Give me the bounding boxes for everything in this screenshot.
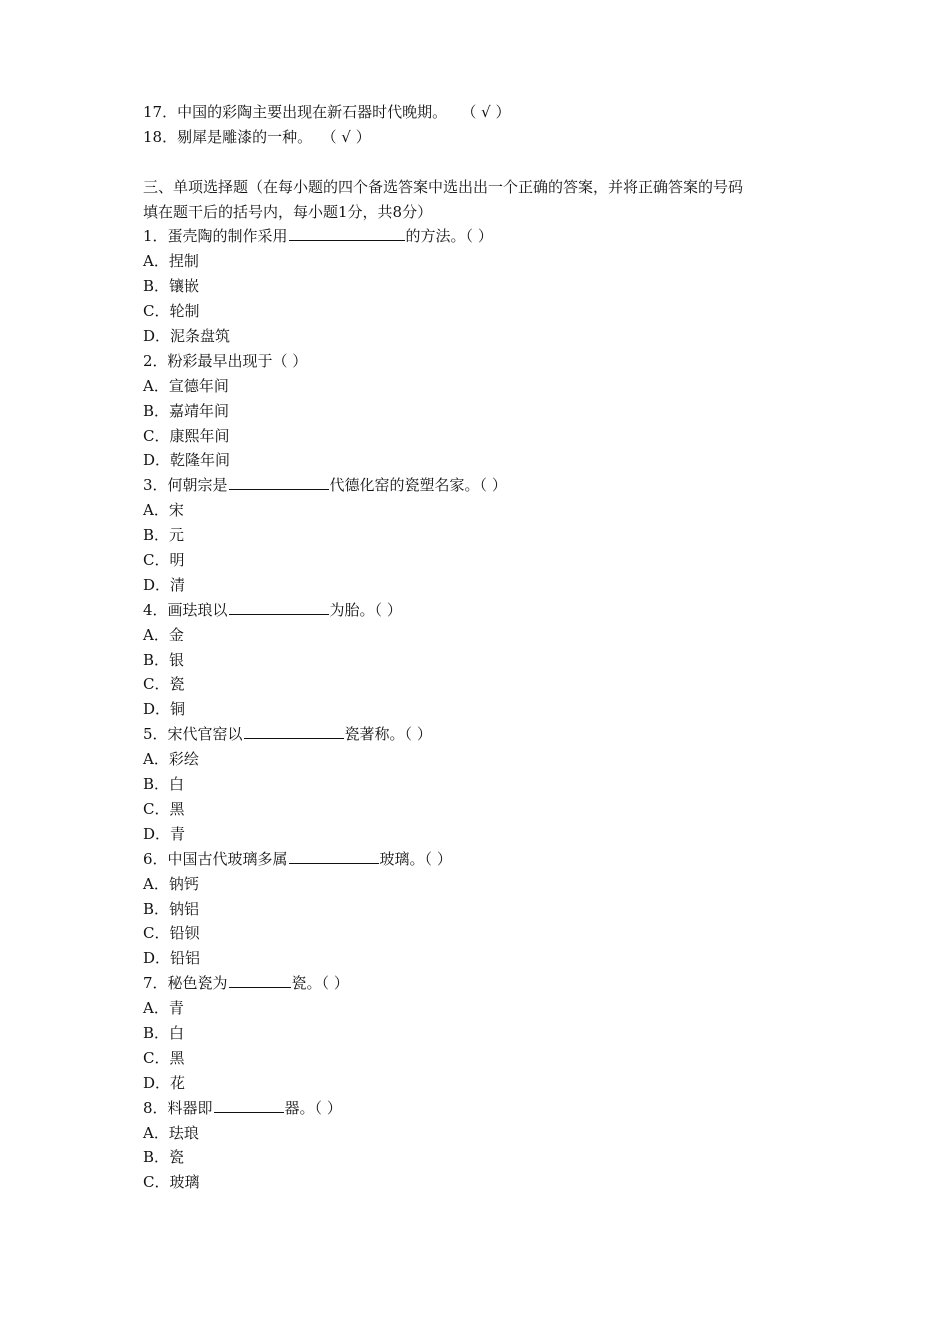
option: C．玻璃 bbox=[143, 1173, 200, 1192]
question-text: 3．何朝宗是 bbox=[143, 476, 228, 495]
question-8 bbox=[143, 1096, 823, 1121]
answer-blank bbox=[229, 474, 329, 490]
answer-blank bbox=[289, 225, 405, 241]
option: B．元 bbox=[143, 526, 185, 545]
question-text: 8．料器即 bbox=[143, 1098, 213, 1117]
option: C．瓷 bbox=[143, 675, 185, 694]
option: A．捏制 bbox=[143, 252, 199, 271]
option: D．花 bbox=[143, 1073, 186, 1092]
section-heading-line1: 三、单项选择题（在每小题的四个备选答案中选出出一个正确的答案，并将正确答案的号码 bbox=[143, 177, 744, 196]
question-3 bbox=[143, 473, 823, 498]
option: B．银 bbox=[143, 650, 185, 669]
option: C．黑 bbox=[143, 799, 185, 818]
document-page bbox=[143, 100, 823, 1195]
option: D．青 bbox=[143, 824, 186, 843]
judgment-18 bbox=[143, 125, 823, 150]
option: B．白 bbox=[143, 1023, 185, 1042]
option: A．珐琅 bbox=[143, 1123, 199, 1142]
question-text-end: 代德化窑的瓷塑名家。（ ） bbox=[329, 476, 507, 495]
option: B．镶嵌 bbox=[143, 277, 200, 296]
option: A．金 bbox=[143, 625, 184, 644]
question-4 bbox=[143, 598, 823, 623]
answer-blank bbox=[289, 848, 379, 864]
option: B．瓷 bbox=[143, 1148, 185, 1167]
judgment-17 bbox=[143, 100, 823, 125]
spacer bbox=[143, 150, 823, 175]
question-text: 1．蛋壳陶的制作采用 bbox=[143, 227, 288, 246]
question-5 bbox=[143, 722, 823, 747]
question-text-end: 瓷。（ ） bbox=[291, 974, 349, 993]
option: B．白 bbox=[143, 775, 185, 794]
option: A．宣德年间 bbox=[143, 376, 229, 395]
question-text-end: 瓷著称。（ ） bbox=[344, 725, 432, 744]
answer-blank bbox=[229, 599, 329, 615]
answer-blank bbox=[244, 723, 344, 739]
judgment-answer: （ √ ） bbox=[321, 127, 371, 146]
question-text: 5．宋代官窑以 bbox=[143, 725, 243, 744]
question-text: 4．画珐琅以 bbox=[143, 600, 228, 619]
question-text: 2．粉彩最早出现于（ ） bbox=[143, 351, 308, 370]
judgment-text: 18．剔犀是雕漆的一种。 bbox=[143, 127, 313, 146]
question-text: 6．中国古代玻璃多属 bbox=[143, 849, 288, 868]
question-2 bbox=[143, 349, 823, 374]
option: C．明 bbox=[143, 551, 185, 570]
question-text-end: 为胎。（ ） bbox=[329, 600, 402, 619]
option: D．乾隆年间 bbox=[143, 451, 231, 470]
question-1 bbox=[143, 224, 823, 249]
option: D．铜 bbox=[143, 700, 186, 719]
option: D．清 bbox=[143, 575, 186, 594]
option: B．钠铝 bbox=[143, 899, 200, 918]
option: D．泥条盘筑 bbox=[143, 327, 231, 346]
question-text-end: 器。（ ） bbox=[284, 1098, 342, 1117]
question-text-end: 玻璃。（ ） bbox=[379, 849, 452, 868]
option: D．铅铝 bbox=[143, 949, 201, 968]
option: A．青 bbox=[143, 999, 184, 1018]
judgment-answer: （ √ ） bbox=[461, 103, 511, 121]
answer-blank bbox=[229, 972, 291, 988]
question-7 bbox=[143, 971, 823, 996]
option: C．黑 bbox=[143, 1048, 185, 1067]
judgment-text: 17．中国的彩陶主要出现在新石器时代晚期。 bbox=[143, 103, 448, 121]
question-text: 7．秘色瓷为 bbox=[143, 974, 228, 993]
answer-blank bbox=[214, 1097, 284, 1113]
option: A．彩绘 bbox=[143, 750, 199, 769]
question-text-end: 的方法。（ ） bbox=[405, 227, 493, 246]
option: C．铅钡 bbox=[143, 924, 200, 943]
option: B．嘉靖年间 bbox=[143, 401, 230, 420]
question-6 bbox=[143, 847, 823, 872]
option: C．康熙年间 bbox=[143, 426, 230, 445]
option: A．钠钙 bbox=[143, 874, 199, 893]
section-heading-line2: 填在题干后的括号内，每小题1分，共8分） bbox=[143, 202, 433, 221]
option: A．宋 bbox=[143, 501, 184, 520]
option: C．轮制 bbox=[143, 302, 200, 321]
